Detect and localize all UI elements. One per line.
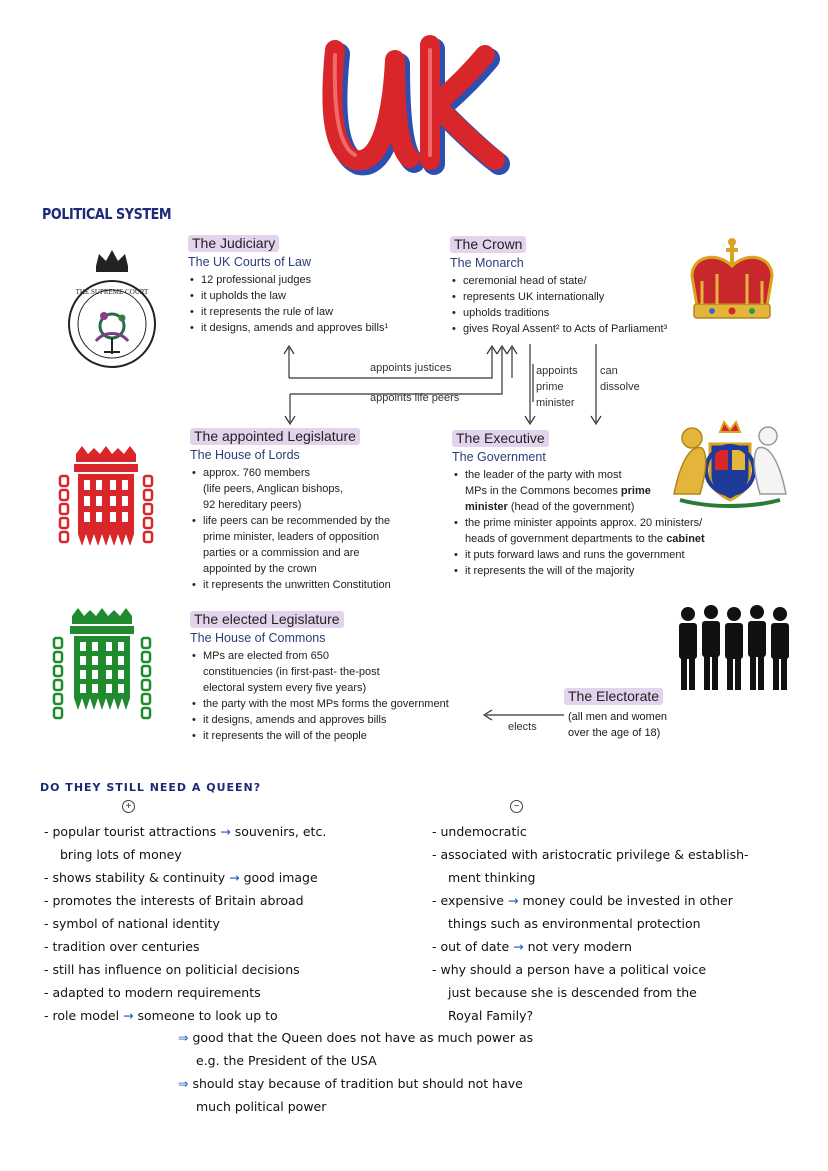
- conclusion-item: e.g. the President of the USA: [196, 1053, 377, 1068]
- pro-item: - still has influence on politicial decisions: [44, 962, 300, 977]
- conclusion-item: ⇒ should stay because of tradition but should not have: [178, 1076, 523, 1091]
- judiciary-point: • it represents the rule of law: [188, 304, 428, 320]
- electorate-title: The Electorate: [564, 688, 663, 705]
- elects-label: elects: [508, 721, 537, 733]
- con-item: Royal Family?: [448, 1008, 534, 1023]
- con-item: - out of date → not very modern: [432, 939, 632, 954]
- commons-point: • it designs, amends and approves bills: [190, 712, 480, 728]
- judiciary-point: • it upholds the law: [188, 288, 428, 304]
- house-of-lords-portcullis-icon: [56, 446, 156, 566]
- commons-point: • the party with the most MPs forms the government: [190, 696, 480, 712]
- pro-item: - role model → someone to look up to: [44, 1008, 278, 1023]
- question-heading: DO THEY STILL NEED A QUEEN?: [40, 781, 262, 794]
- lords-point: • it represents the unwritten Constitution: [190, 577, 450, 593]
- con-item: ment thinking: [448, 870, 536, 885]
- appoints-life-peers-label: appoints life peers: [370, 392, 460, 404]
- executive-point: • the leader of the party with most MPs in the Commons becomes prime minister (head of the government): [452, 467, 732, 515]
- judiciary-point: • it designs, amends and approves bills¹: [188, 320, 428, 336]
- executive-point: • it puts forward laws and runs the government: [452, 547, 732, 563]
- pro-item: - tradition over centuries: [44, 939, 200, 954]
- commons-point: • it represents the will of the people: [190, 728, 480, 744]
- crown-icon: [682, 236, 782, 328]
- crown-subtitle: The Monarch: [450, 256, 524, 270]
- pro-item: - symbol of national identity: [44, 916, 220, 931]
- executive-point: • it represents the will of the majority: [452, 563, 732, 579]
- lords-subtitle: The House of Lords: [190, 448, 300, 462]
- elects-arrow: [482, 708, 566, 722]
- supreme-court-seal-icon: [66, 246, 158, 370]
- lords-point: • approx. 760 members (life peers, Anglican bishops, 92 hereditary peers): [190, 465, 450, 513]
- crown-title: The Crown: [450, 236, 526, 253]
- appoints-pm-label: appoints prime minister: [536, 365, 578, 409]
- electorate-box: [564, 688, 724, 741]
- pro-item: - shows stability & continuity → good image: [44, 870, 318, 885]
- executive-point: • the prime minister appoints approx. 20 ministers/ heads of government departments to the cabinet: [452, 515, 732, 547]
- crown-point: • gives Royal Assent² to Acts of Parliament³: [450, 321, 690, 337]
- lords-point: • life peers can be recommended by the prime minister, leaders of opposition parties or a commission and are appointed by the crown: [190, 513, 450, 577]
- electorate-people-icon: [676, 604, 792, 694]
- seal-text: THE SUPREME COURT: [75, 288, 149, 296]
- executive-subtitle: The Government: [452, 450, 546, 464]
- con-item: - expensive → money could be invested in other: [432, 893, 733, 908]
- pro-item: - promotes the interests of Britain abroad: [44, 893, 304, 908]
- judiciary-box: [188, 235, 428, 336]
- con-item: - why should a person have a political voice: [432, 962, 707, 977]
- crown-box: [450, 236, 690, 337]
- executive-title: The Executive: [452, 430, 549, 447]
- uk-title-logo: [300, 30, 520, 180]
- judiciary-subtitle: The UK Courts of Law: [188, 255, 311, 269]
- appoints-justices-label: appoints justices: [370, 362, 452, 374]
- conclusion: [178, 1026, 533, 1118]
- crown-point: • upholds traditions: [450, 305, 690, 321]
- pros-list: [44, 820, 326, 1027]
- con-item: - associated with aristocratic privilege & establish-: [432, 847, 749, 862]
- pro-item: - popular tourist attractions → souvenirs, etc.: [44, 824, 327, 839]
- commons-point: • MPs are elected from 650 constituencies (in first-past- the-post electoral system every five years): [190, 648, 480, 696]
- pro-item: bring lots of money: [60, 847, 182, 862]
- crown-point: • ceremonial head of state/: [450, 273, 690, 289]
- commons-subtitle: The House of Commons: [190, 631, 326, 645]
- plus-circle-icon: +: [122, 800, 135, 813]
- house-of-commons-portcullis-icon: [50, 608, 154, 732]
- judiciary-point: • 12 professional judges: [188, 272, 428, 288]
- cons-list: [432, 820, 749, 1027]
- lords-box: [190, 428, 450, 593]
- royal-coat-of-arms-icon: [670, 404, 790, 508]
- commons-box: [190, 611, 480, 744]
- commons-title: The elected Legislature: [190, 611, 344, 628]
- electorate-description: (all men and women over the age of 18): [568, 711, 668, 739]
- lords-title: The appointed Legislature: [190, 428, 360, 445]
- pro-item: - adapted to modern requirements: [44, 985, 261, 1000]
- crown-point: • represents UK internationally: [450, 289, 690, 305]
- minus-circle-icon: −: [510, 800, 523, 813]
- conclusion-item: ⇒ good that the Queen does not have as much power as: [178, 1030, 534, 1045]
- con-item: just because she is descended from the: [448, 985, 697, 1000]
- judiciary-title: The Judiciary: [188, 235, 279, 252]
- con-item: things such as environmental protection: [448, 916, 701, 931]
- can-dissolve-label: can dissolve: [600, 365, 640, 393]
- con-item: - undemocratic: [432, 824, 527, 839]
- section-title: POLITICAL SYSTEM: [42, 205, 172, 223]
- conclusion-item: much political power: [196, 1099, 327, 1114]
